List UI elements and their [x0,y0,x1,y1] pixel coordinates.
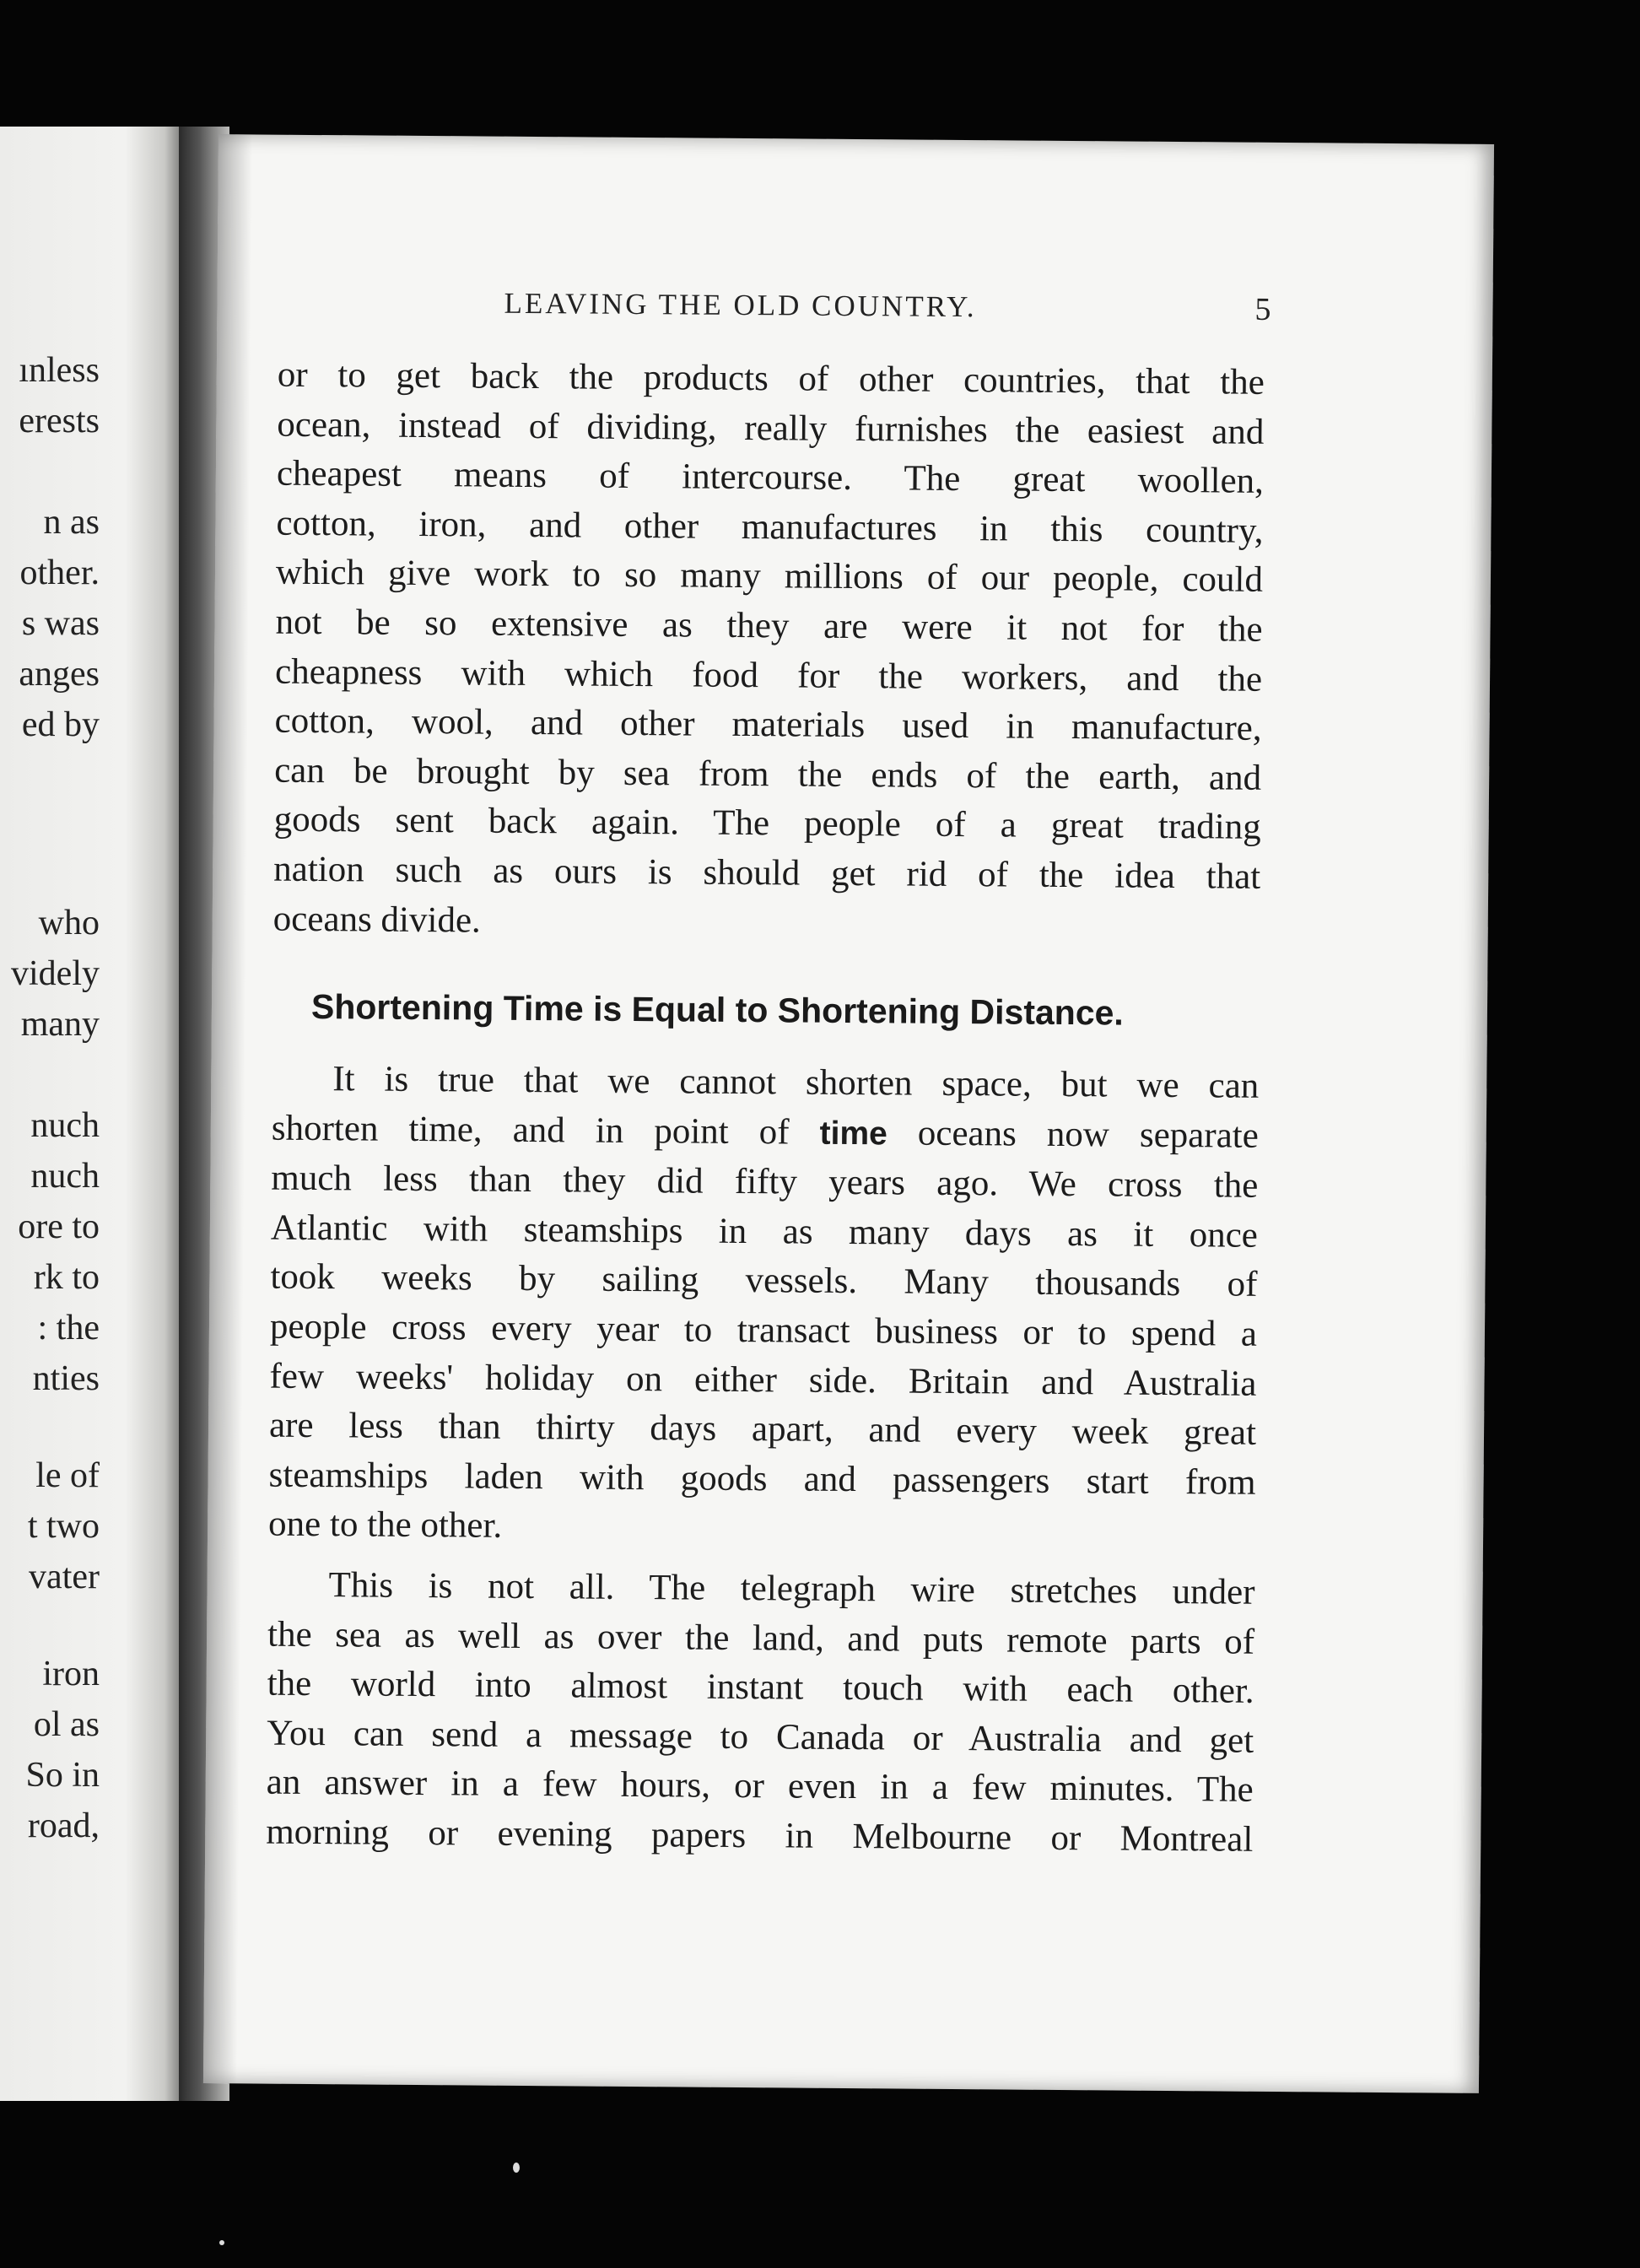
paragraph-1 [273,351,1265,952]
running-head: LEAVING THE OLD COUNTRY. [504,286,977,324]
text-line: people cross every year to transact business or to spend a [269,1306,1258,1354]
film-speck [513,2163,520,2173]
text-line: or to get back the products of other countries, that the [277,354,1265,402]
text-line: oceans divide. [272,899,481,941]
section-heading: Shortening Time is Equal to Shortening Distance. [310,986,1124,1033]
text-line: can be brought by sea from the ends of the earth, and [273,750,1262,798]
text-line: cheapness with which food for the workers, and the [274,651,1263,699]
text-line: It is true that we cannot shorten space, but we can [332,1059,1260,1106]
paragraph-2 [268,1055,1260,1558]
text-line: goods sent back again. The people of a great trading [273,799,1261,848]
text-line: one to the other. [267,1504,503,1547]
left-fragment: : the [37,1309,100,1347]
left-fragment: ol as [33,1705,100,1744]
left-fragment: who [38,904,100,942]
left-fragment: road, [27,1806,100,1845]
left-fragment: ore to [18,1207,100,1246]
left-fragment: n as [43,503,100,542]
text-line: few weeks' holiday on either side. Britain and Australia [269,1356,1257,1404]
left-fragment: le of [35,1456,100,1495]
text-line: an answer in a few hours, or even in a few minutes. The [266,1762,1254,1811]
text-line: not be so extensive as they are were it not for the [275,602,1263,650]
text-run: oceans now separate [887,1112,1259,1156]
text-run: shorten time, and in point of [271,1108,820,1153]
emphasized-word: time [819,1115,887,1152]
left-fragment: anges [19,655,100,694]
left-fragment: ed by [21,705,100,744]
text-line: much less than they did fifty years ago. We cross the [271,1158,1259,1207]
text-line: nation such as ours is should get rid of the idea that [273,849,1261,897]
text-line: steamships laden with goods and passengers start from [268,1455,1256,1503]
text-line [272,1104,1259,1162]
left-fragment: iron [42,1655,100,1693]
left-fragment: nuch [30,1106,100,1145]
text-line: You can send a message to Canada or Australia and get [267,1713,1254,1761]
text-line: morning or evening papers in Melbourne or Montreal [266,1812,1254,1860]
left-fragment: other. [19,554,100,592]
book-page [203,134,1494,2093]
text-line: This is not all. The telegraph wire stretches under [328,1565,1255,1612]
text-line: took weeks by sailing vessels. Many thousands of [270,1256,1258,1305]
left-fragment: nuch [30,1157,100,1196]
left-fragment: ınless [19,351,100,390]
text-line: cheapest means of intercourse. The great woollen, [276,453,1265,502]
text-line: Atlantic with steamships in as many days as it once [270,1207,1259,1256]
text-line: cotton, iron, and other manufactures in this country, [276,503,1264,551]
left-fragment: So in [25,1756,100,1795]
text-line: the world into almost instant touch with each other. [267,1663,1254,1711]
page-number: 5 [1254,291,1271,327]
text-line: are less than thirty days apart, and every week great [268,1405,1257,1453]
left-fragment: many [20,1005,100,1044]
left-fragment: erests [19,402,100,440]
left-page-edge [0,127,179,2101]
film-speck [219,2240,224,2245]
text-line: ocean, instead of dividing, really furnishes the easiest and [277,404,1265,452]
left-fragment: vater [29,1558,100,1596]
left-fragment: videly [11,954,100,993]
text-line: cotton, wool, and other materials used in manufacture, [274,700,1262,748]
left-fragment: t two [27,1507,100,1546]
left-fragment: s was [21,604,100,643]
text-line: which give work to so many millions of our people, could [275,553,1264,601]
left-fragment: nties [32,1359,100,1398]
paragraph-3 [266,1561,1255,1866]
text-line: the sea as well as over the land, and puts remote parts of [267,1614,1255,1662]
left-fragment: rk to [33,1258,100,1297]
